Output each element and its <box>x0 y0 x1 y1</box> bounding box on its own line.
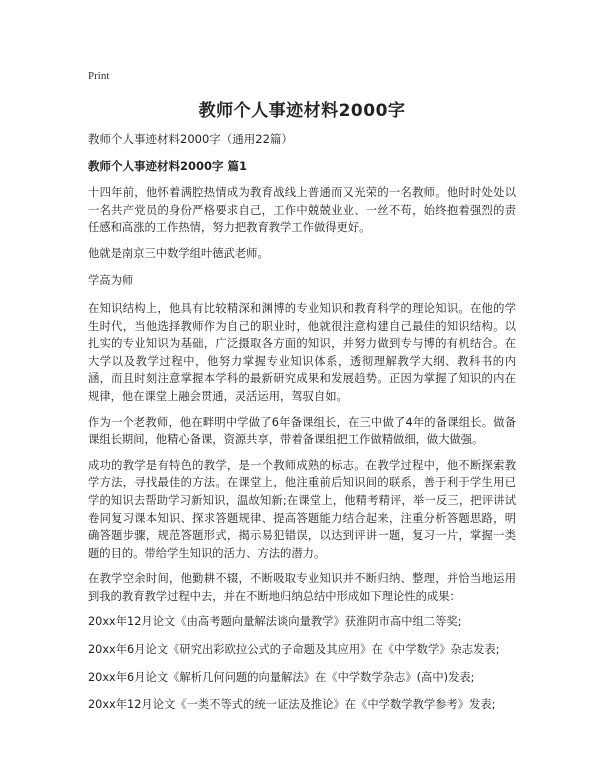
section-heading: 教师个人事迹材料2000字 篇1 <box>88 159 248 173</box>
list-item: 20xx年12月论文《一类不等式的统一证法及推论》在《中学数学教学参考》发表; <box>88 698 496 712</box>
print-link[interactable]: Print <box>88 70 110 82</box>
list-item: 20xx年12月论文《由高考题向量解法谈向量教学》获淮阴市高中组二等奖; <box>88 615 462 629</box>
list-item: 20xx年6月论文《研究出彩欧拉公式的子命题及其应用》在《中学数学》杂志发表; <box>88 643 500 657</box>
paragraph-teaching-method: 成功的教学是有特色的教学，是一个教师成熟的标志。在教学过程中，他不断探索教学方法，寻找最佳的方法。在课堂上，他注重前后知识间的联系，善于利于学生用已学的知识去帮助学习新知识，温故知新;在课堂上，他精考精评，举一反三，把评讲试卷同复习课本知识、探求答题规律、提高答题能力结合起来，注重分析答题思路，明确答题步骤，规范答题形式，揭示易犯错误，以达到评讲一题，复习一片，掌握一类题的目的。带给学生知识的活力、方法的潜力。 <box>88 458 516 560</box>
paragraph-group-leader: 作为一个老教师，他在畔明中学做了6年备课组长，在三中做了4年的备课组长。做备课组长期间，他精心备课，资源共享，带着备课组把工作做精做细，做大做强。 <box>88 415 516 447</box>
paragraph-subheading: 学高为师 <box>88 274 134 288</box>
paragraph-achievements: 在教学空余时间，他勤耕不辍，不断吸取专业知识并不断归纳、整理，并恰当地运用到我的教育教学过程中去，并在不断地归纳总结中形成如下理论性的成果： <box>88 572 516 603</box>
paragraph-knowledge: 在知识结构上，他具有比较精深和渊博的专业知识和教育科学的理论知识。在他的学生时代，当他选择教师作为自己的职业时，他就很注意构建自己最佳的知识结构。以扎实的专业知识为基础，广泛摄取各方面的知识，并努力做到专与博的有机结合。在大学以及教学过程中，他努力掌握专业知识体系，透彻理解教学大纲、教科书的内涵，而且时刻注意掌握本学科的最新研究成果和发展趋势。正因为掌握了知识的内在规律，他在课堂上融会贯通，灵活运用，驾驭自如。 <box>88 301 516 403</box>
paragraph-teacher-name: 他就是南京三中数学组叶德武老师。 <box>88 246 269 260</box>
list-item: 20xx年6月论文《解析几何问题的向量解法》在《中学数学杂志》(高中)发表; <box>88 670 475 684</box>
document-body <box>88 184 516 724</box>
document-subtitle: 教师个人事迹材料2000字（通用22篇） <box>88 132 293 146</box>
document-title: 教师个人事迹材料2000字 <box>198 101 406 121</box>
paragraph-intro: 十四年前，他怀着满腔热情成为教育战线上普通而又光荣的一名教师。他时时处处以一名共产党员的身份严格要求自己，工作中兢兢业业、一丝不苟，始终抱着强烈的责任感和高涨的工作热情，努力把教育教学工作做得更好。 <box>88 186 516 235</box>
